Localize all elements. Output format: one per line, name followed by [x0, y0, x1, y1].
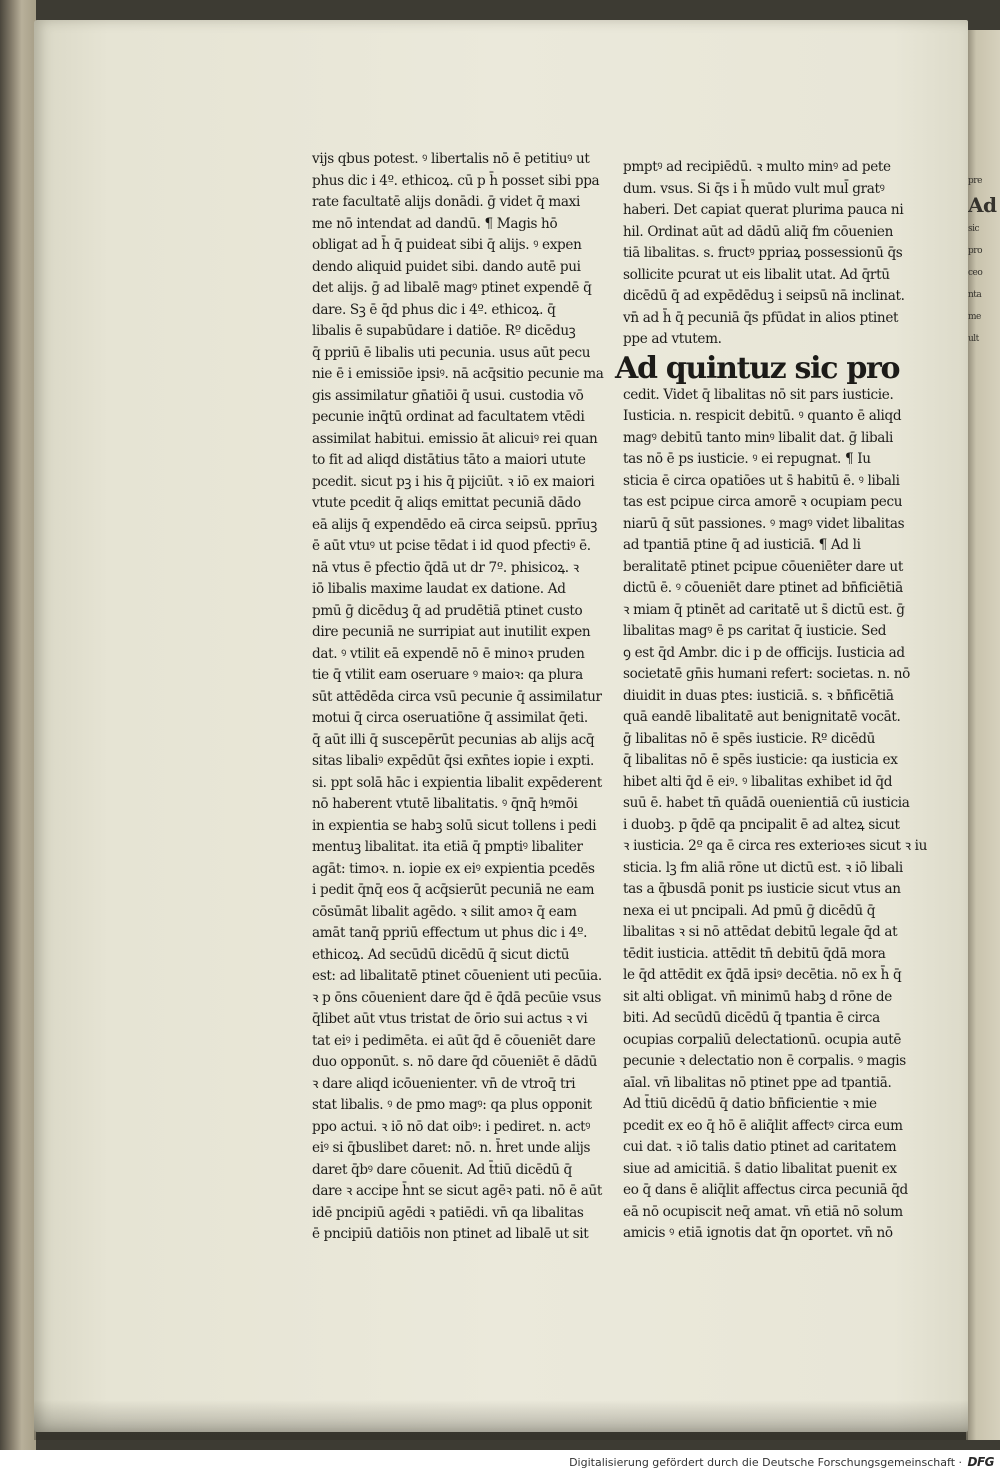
facing-page-fragment: pre [968, 176, 982, 186]
dfg-logo: DFG [967, 1455, 994, 1469]
text-line: ē pncipiū datiōis non ptinet ad libalē ut sit [312, 1226, 589, 1242]
text-line: pecunie inq̄tū ordinat ad facultatem vtēdi [312, 409, 585, 425]
left-text-column [312, 149, 604, 1246]
facing-page-fragment: ult [968, 334, 979, 344]
text-line: q̄libet aūt vtus tristat de ōrio sui actus ꝛ vi [312, 1011, 588, 1027]
text-line: suū ē. habet tn̄ quādā ouenientiā cū iusticia [623, 795, 910, 811]
text-line: eā nō ocupiscit neq̄ amat. vn̄ etiā nō solum [623, 1203, 903, 1220]
text-line: ocupias corpaliū delectationū. ocupia autē [623, 1031, 902, 1048]
text-line: amāt tanq̄ ppriū effectum ut phus dic i 4º. [312, 925, 588, 941]
text-line: libalis ē supabūdare i datiōe. Rº dicēduꝫ [312, 323, 576, 339]
text-line: dictū ē. ꝰ cōueniēt dare ptinet ad bn̄ficiētiā [623, 580, 903, 596]
text-line: amicis ꝰ etiā ignotis dat q̄n oportet. vn̄ nō [623, 1225, 893, 1241]
text-line: to fit ad aliqd distātius tāto a maiori utute [312, 452, 586, 468]
text-line: beralitatē ptinet pcipue cōueniēter dare ut [623, 558, 903, 575]
text-line: diuidit in duas ptes: iusticiā. s. ꝛ bn̄ficētiā [623, 687, 894, 704]
text-line: motui q̄ circa oseruatiōne q̄ assimilat q̄eti. [312, 710, 588, 726]
text-line: q̄ aūt illi q̄ suscepērūt pecunias ab alijs acq̄ [312, 731, 595, 748]
text-line: ꝛ iusticia. 2º qa ē circa res exterioꝛes sicut ꝛ iu [623, 838, 928, 854]
text-line: stat libalis. ꝰ de pmo magꝰ: qa plus opponit [312, 1097, 592, 1113]
text-line: cōsūmāt libalit agēdo. ꝛ silit amoꝛ q̄ eam [312, 903, 577, 920]
text-line: ꝛ miam q̄ ptinēt ad caritatē ut s̄ dictū est. ḡ [623, 601, 905, 618]
text-line: est: ad libalitatē ptinet cōuenient uti pecūia. [312, 968, 602, 984]
text-line: i pedit q̄nq̄ eos q̄ acq̄sierūt pecuniā ne eam [312, 882, 595, 898]
text-line: obligat ad h̄ q̄ puideat sibi q̄ alijs. ꝰ expen [312, 237, 582, 253]
text-line: vtute pcedit q̄ aliqs emittat pecuniā dādo [312, 495, 581, 511]
footer-credit: Digitalisierung gefördert durch die Deutsche Forschungsgemeinschaft · [569, 1456, 962, 1469]
text-line: in expientia se habꝫ solū sicut tollens i pedi [312, 817, 597, 834]
text-line: tas est pcipue circa amorē ꝛ ocupiam pecu [623, 494, 903, 510]
text-line: ꝛ dare aliqd icōuenienter. vn̄ de vtroq̄ tri [312, 1075, 576, 1092]
text-line: tēdit iusticia. attēdit tn̄ debitū q̄dā mora [623, 945, 886, 962]
text-line: pmptꝰ ad recipiēdū. ꝛ multo minꝰ ad pete [623, 159, 891, 175]
text-line: nā vtus ē pfectio q̄dā ut dr 7º. phisicoꝝ. ꝛ [312, 559, 579, 576]
text-line: sollicite pcurat ut eis libalit utat. Ad q̄rtū [623, 266, 890, 283]
book-binding-edge [0, 0, 36, 1450]
facing-page-text [968, 170, 998, 870]
text-line: siue ad amicitiā. s̄ datio libalitat puenit ex [623, 1160, 897, 1177]
text-line: ḡ libalitas nō ē spēs iusticie. Rº dicēdū [623, 730, 876, 747]
text-line: cui dat. ꝛ iō talis datio ptinet ad caritatem [623, 1139, 897, 1155]
text-line: i duobꝫ. p q̄dē qa pncipalit ē ad alteꝝ sicut [623, 816, 900, 833]
text-line: eo q̄ dans ē aliq̄lit affectus circa pecuniā q̄d [623, 1182, 908, 1198]
facing-page-fragment: me [968, 312, 981, 322]
text-line: sitas libaliꝰ expēdūt q̄si exn̄tes iopie i expti. [312, 753, 594, 769]
text-line: eiꝰ si q̄buslibet daret: nō. n. h̄ret unde alijs [312, 1140, 591, 1156]
text-line: assimilat habitui. emissio āt alicuiꝰ rei quan [312, 430, 598, 447]
text-line: dire pecuniā ne surripiat aut inutilit expen [312, 624, 591, 640]
facing-page-fragment: sic [968, 224, 980, 234]
text-line: tat eiꝰ i pedimēta. ei aūt q̄d ē cōueniēt dare [312, 1032, 596, 1049]
text-line: sticia. lꝫ fm aliā rōne ut dictū est. ꝛ iō libali [623, 859, 903, 876]
text-line: dum. vsus. Si q̄s i h̄ mūdo vult mul̄ gratꝰ [623, 180, 885, 197]
text-line: dare ꝛ accipe h̄nt se sicut agēꝛ pati. nō ē aūt [312, 1183, 603, 1199]
text-line: nexa ei ut pncipali. Ad pmū ḡ dicēdū q̄ [623, 902, 876, 919]
text-line: idē pncipiū agēdi ꝛ patiēdi. vn̄ qa libalitas [312, 1204, 584, 1221]
digitization-footer [0, 1450, 1000, 1479]
text-line: Iusticia. n. respicit debitū. ꝰ quanto ē aliqd [623, 408, 902, 424]
text-line: tiā libalitas. s. fructꝰ ppriaꝝ possessionū q̄s [623, 245, 903, 261]
right-text-column [615, 157, 928, 1245]
text-line: agāt: timoꝛ. n. iopie ex eiꝰ expientia pcedēs [312, 860, 595, 877]
text-line: me nō intendat ad dandū. ¶ Magis hō [312, 215, 558, 232]
text-line: dat. ꝰ vtilit eā expendē nō ē minoꝛ pruden [312, 645, 585, 662]
text-line: biti. Ad secūdū dicēdū q̄ tpantia ē circa [623, 1010, 880, 1026]
text-line: tas a q̄busdā ponit ps iusticie sicut vtus an [623, 881, 901, 897]
text-line: ē aūt vtuꝰ ut pcise tēdat i id quod pfectiꝰ ē. [312, 538, 591, 554]
text-line: q̄ ppriū ē libalis uti pecunia. usus aūt pecu [312, 344, 591, 361]
text-line: iō libalis maxime laudat ex datione. Ad [312, 581, 566, 597]
right-column-top-text [623, 157, 915, 351]
text-line: societatē gn̄is humani refert: societas. n. nō [623, 666, 911, 682]
page-shadow [34, 1400, 968, 1440]
text-line: ppe ad vtutem. [623, 331, 722, 347]
text-line: ppo actui. ꝛ iō nō dat oibꝰ: i pediret. n. actꝰ [312, 1118, 591, 1135]
text-line: sticia ē circa opatiōes ut s̄ habitū ē. ꝰ libali [623, 472, 900, 489]
text-line: vijs qbus potest. ꝰ libertalis nō ē petitiuꝰ ut [312, 151, 590, 167]
facing-page-fragment: ceo [968, 268, 983, 278]
text-line: libalitas magꝰ ē ps caritat q̄ iusticie. Sed [623, 623, 887, 639]
text-line: hibet alti q̄d ē eiꝰ. ꝰ libalitas exhibet id q̄d [623, 773, 893, 790]
text-line: ꝛ p ōns cōuenient dare q̄d ē q̄dā pecūie vsus [312, 989, 602, 1006]
text-line: gis assimilatur gn̄atiōi q̄ usui. custodia vō [312, 387, 584, 404]
right-column-bottom-text [623, 385, 928, 1245]
text-line: pecunie ꝛ delectatio non ē corpalis. ꝰ magis [623, 1053, 906, 1069]
text-line: libalitas ꝛ si nō attēdat debitū legale q̄d at [623, 924, 898, 940]
text-line: sūt attēdēda circa vsū pecunie q̄ assimilatur [312, 688, 602, 705]
text-line: dicēdū q̄ ad expēdēduꝫ i seipsū nā inclinat. [623, 288, 905, 304]
text-line: nō haberent vtutē libalitatis. ꝰ q̄nq̄ hꝰmōi [312, 796, 578, 812]
text-line: cedit. Videt q̄ libalitas nō sit pars iusticie. [623, 386, 894, 403]
text-line: ad tpantiā ptine q̄ ad iusticiā. ¶ Ad li [623, 537, 861, 553]
text-line: sit alti obligat. vn̄ minimū habꝫ d rōne de [623, 988, 892, 1005]
text-line: daret q̄bꝰ dare cōuenit. Ad t̄tiū dicēdū q̄ [312, 1161, 572, 1178]
text-line: magꝰ debitū tanto minꝰ libalit dat. ḡ libali [623, 429, 894, 446]
text-line: eā alijs q̄ expendēdo eā circa seipsū. pprīuꝫ [312, 516, 597, 533]
text-line: q̄ libalitas nō ē spēs iusticie: qa iusticia ex [623, 752, 898, 768]
section-heading: Ad quintuz sic pro [615, 350, 900, 386]
text-line: Ad t̄tiū dicēdū q̄ datio bn̄ficientie ꝛ mie [623, 1096, 877, 1112]
facing-page-fragment: pro [968, 246, 982, 256]
text-line: vn̄ ad h̄ q̄ pecuniā q̄s pfūdat in alios ptinet [623, 309, 899, 326]
text-line: ꝯ est q̄d Ambr. dic i p de officijs. Iusticia ad [623, 644, 905, 661]
text-line: aīal. vn̄ libalitas nō ptinet ppe ad tpantiā. [623, 1074, 892, 1091]
text-line: det alijs. ḡ ad libalē magꝰ ptinet expendē q̄ [312, 280, 592, 296]
text-line: niarū q̄ sūt passiones. ꝰ magꝰ videt libalitas [623, 515, 905, 532]
facing-page-fragment: nta [968, 290, 982, 300]
text-line: dare. Sꝫ ē q̄d phus dic i 4º. ethicoꝝ. q̄ [312, 301, 556, 318]
text-line: pmū ḡ dicēduꝫ q̄ ad prudētiā ptinet custo [312, 602, 583, 619]
text-line: dendo aliquid puidet sibi. dando autē pui [312, 258, 581, 275]
text-line: pcedit ex eo q̄ hō ē aliq̄lit affectꝰ circa eum [623, 1117, 903, 1134]
text-line: mentuꝫ libalitat. ita etiā q̄ pmptiꝰ libaliter [312, 839, 583, 855]
text-line: hil. Ordinat aūt ad dādū aliq̄ fm cōuenien [623, 223, 893, 240]
text-line: tas nō ē ps iusticie. ꝰ ei repugnat. ¶ Iu [623, 451, 871, 467]
text-line: rate facultatē alijs donādi. ḡ videt q̄ maxi [312, 194, 580, 210]
text-line: haberi. Det capiat querat plurima pauca ni [623, 202, 904, 218]
text-line: ethicoꝝ. Ad secūdū dicēdū q̄ sicut dictū [312, 946, 570, 963]
text-line: phus dic i 4º. ethicoꝝ. cū p h̄ posset sibi ppa [312, 172, 600, 189]
text-line: le q̄d attēdit ex q̄dā ipsiꝰ decētia. nō ex h̄ q̄ [623, 967, 902, 983]
text-line: nie ē i emissiōe ipsiꝰ. nā acq̄sitio pecunie ma [312, 366, 604, 382]
text-line: pcedit. sicut pꝫ i his q̄ pijciūt. ꝛ iō ex maiori [312, 473, 595, 490]
facing-page-fragment: Ad [968, 193, 997, 217]
text-line: tie q̄ vtilit eam oseruare ꝰ maioꝛ: qa plura [312, 667, 583, 683]
text-line: si. ppt solā hāc i expientia libalit expēderent [312, 774, 602, 791]
text-line: duo opponūt. s. nō dare q̄d cōueniēt ē dādū [312, 1054, 598, 1070]
text-line: quā eandē libalitatē aut benignitatē vocāt. [623, 709, 901, 725]
